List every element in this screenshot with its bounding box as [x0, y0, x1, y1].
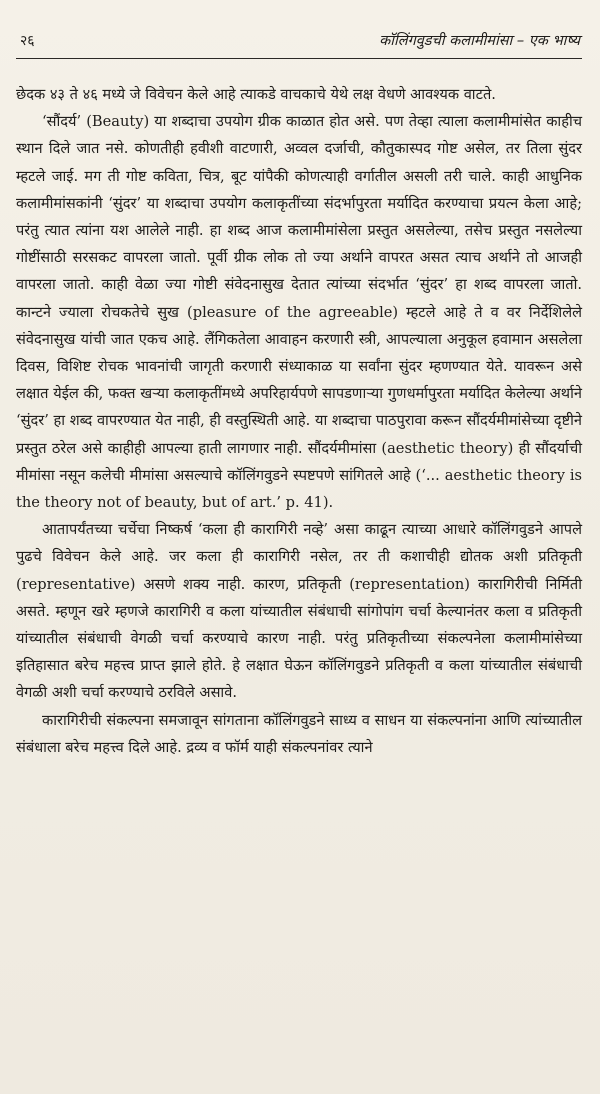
header-rule — [16, 58, 582, 59]
page-number: २६ — [20, 33, 35, 49]
paragraph-1: छेदक ४३ ते ४६ मध्ये जे विवेचन केले आहे त्याकडे वाचकाचे येथे लक्ष वेधणे आवश्यक वाटते. — [16, 86, 496, 103]
paragraph-3: आतापर्यंतच्या चर्चेचा निष्कर्ष ‘कला ही कारागिरी नव्हे’ असा काढून त्याच्या आधारे कॉलिंगवुडने आपले पुढचे विवेचन केले आहे. जर कला ही कारागिरी नसेल, तर ती कशाचीही द्योतक अशी प्रतिकृती (representative) असणे शक्य नाही. कारण, प्रतिकृती (representation) कारागिरीची निर्मिती असते. म्हणून खरे म्हणजे कारागिरी व कला यांच्यातील संबंधाची सांगोपांग चर्चा केल्यानंतर कला व प्रतिकृती यांच्यातील संबंधाची वेगळी चर्चा करण्याचे कारण नाही. परंतु प्रतिकृतीच्या संकल्पनेला कलामीमांसेच्या इतिहासात बरेच महत्त्व प्राप्त झाले होते. हे लक्षात घेऊन कॉलिंगवुडने प्रतिकृती व कला यांच्यातील संबंधाची वेगळी अशी चर्चा करण्याचे ठरविले असावे. — [16, 521, 582, 702]
body-text — [16, 81, 582, 761]
running-title: कॉलिंगवुडची कलामीमांसा – एक भाष्य — [379, 33, 580, 49]
running-header — [16, 30, 582, 52]
paragraph-2: ‘सौंदर्य’ (Beauty) या शब्दाचा उपयोग ग्रीक काळात होत असे. पण तेव्हा त्याला कलामीमांसेत काहीच स्थान दिले जात नसे. कोणतीही हवीशी वाटणारी, अव्वल दर्जाची, कौतुकास्पद गोष्ट असेल, तर तिला सुंदर म्हटले जाई. मग ती गोष्ट कविता, चित्र, बूट यांपैकी कोणत्याही वर्गातील असली तरी चाले. काही आधुनिक कलामीमांसकांनी ‘सुंदर’ या शब्दाचा उपयोग कलाकृतींच्या संदर्भापुरता मर्यादित करण्याचा प्रयत्न केला आहे; परंतु त्यात त्यांना यश आलेले नाही. हा शब्द आज कलामीमांसेला प्रस्तुत असलेल्या, तसेच प्रस्तुत नसलेल्या गोष्टींसाठी सरसकट वापरला जातो. पूर्वी ग्रीक लोक तो ज्या अर्थाने वापरत असत त्याच अर्थाने तो आजही वापरला जातो. काही वेळा ज्या गोष्टी संवेदनासुख देतात त्यांच्या संदर्भात ‘सुंदर’ हा शब्द वापरला जातो. कान्टने ज्याला रोचकतेचे सुख (pleasure of the agreeable) म्हटले आहे ते व वर निर्देशिलेले संवेदनासुख यांची जात एकच आहे. लैंगिकतेला आवाहन करणारी स्त्री, आपल्याला अनुकूल हवामान असलेला दिवस, विशिष्ट रोचक भावनांची जागृती करणारी संध्याकाळ या सर्वांना सुंदर म्हणण्यात येते. यावरून असे लक्षात येईल की, फक्त खऱ्या कलाकृतींमध्ये अपरिहार्यपणे सापडणाऱ्या गुणधर्मापुरता मर्यादित केलेल्या अर्थाने ‘सुंदर’ हा शब्द वापरण्यात येत नाही, ही वस्तुस्थिती आहे. या शब्दाचा पाठपुरावा करून सौंदर्यमीमांसेच्या दृष्टीने प्रस्तुत ठरेल असे काहीही आपल्या हाती लागणार नाही. सौंदर्यमीमांसा (aesthetic theory) ही सौंदर्याची मीमांसा नसून कलेची मीमांसा असल्याचे कॉलिंगवुडने स्पष्टपणे सांगितले आहे (‘... aesthetic theory is the theory not of beauty, but of art.’ p. 41). — [16, 113, 582, 512]
paragraph-4: कारागिरीची संकल्पना समजावून सांगताना कॉलिंगवुडने साध्य व साधन या संकल्पनांना आणि त्यांच्यातील संबंधाला बरेच महत्त्व दिले आहे. द्रव्य व फॉर्म याही संकल्पनांवर त्याने — [16, 711, 582, 756]
